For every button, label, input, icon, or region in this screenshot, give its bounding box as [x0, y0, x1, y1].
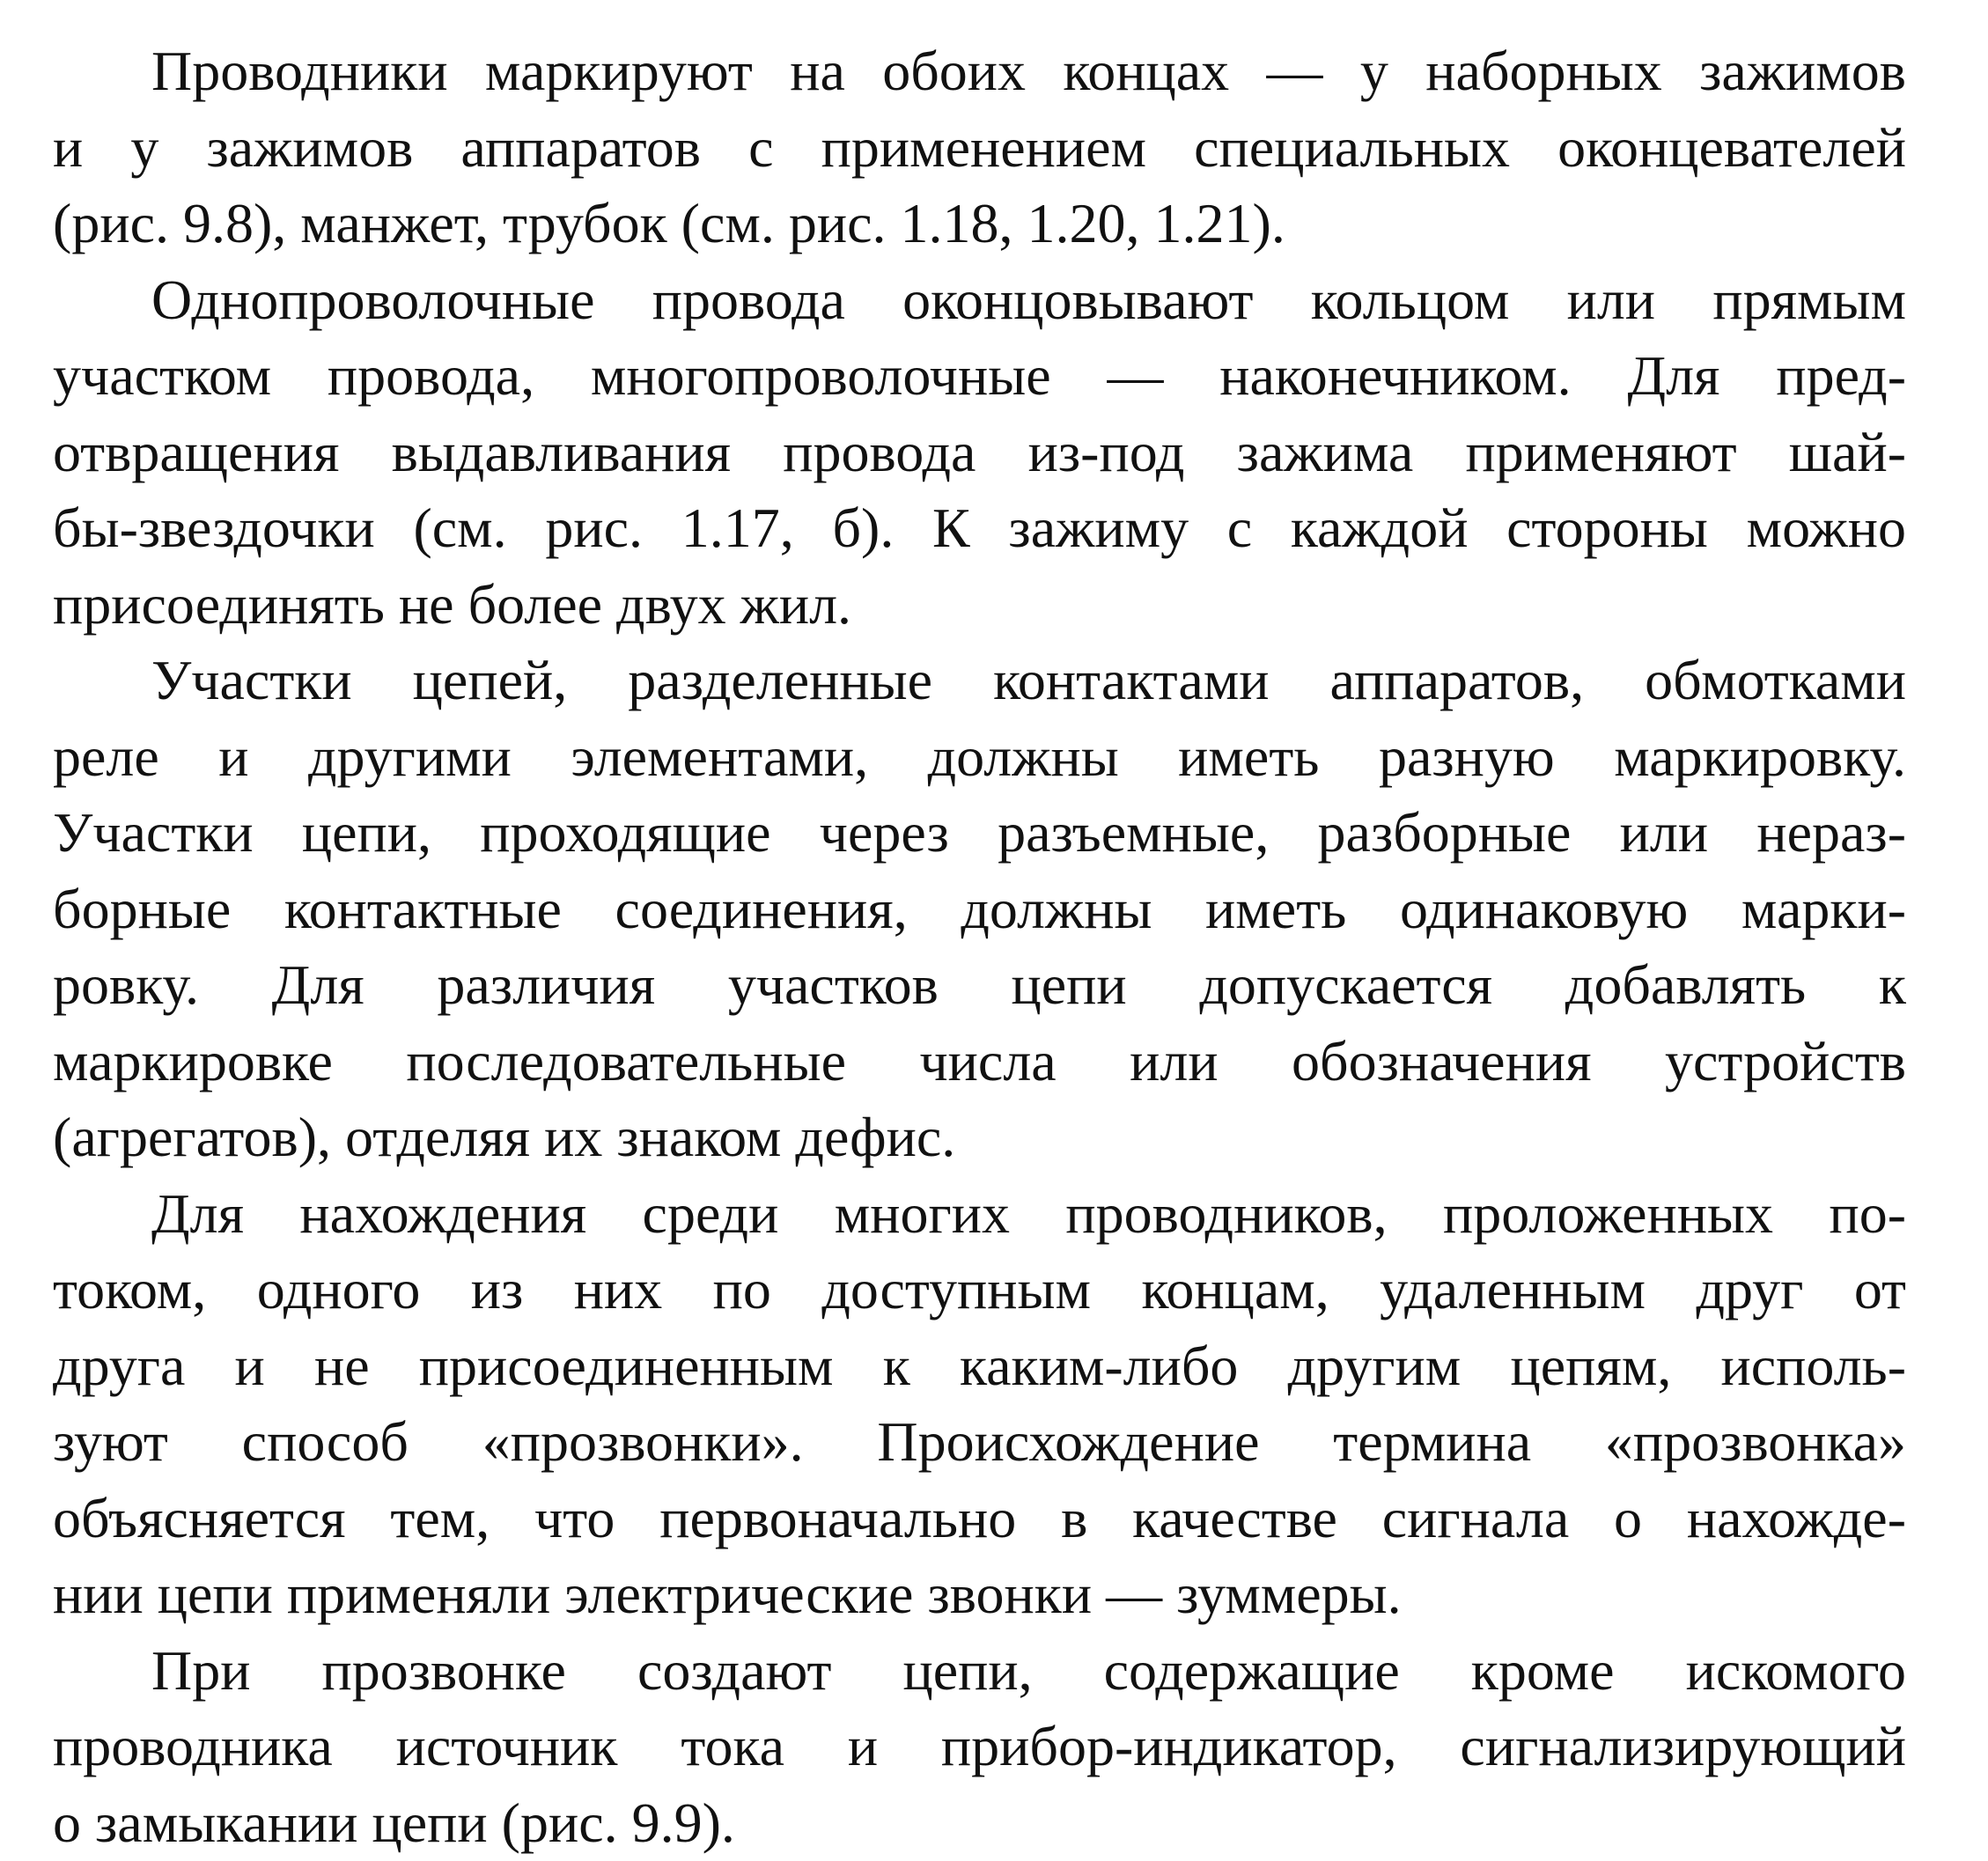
text-line: присоединять не более двух жил.: [53, 567, 1906, 644]
text-line: (агрегатов), отделяя их знаком дефис.: [53, 1100, 1906, 1176]
paragraph-5: [53, 1633, 1906, 1861]
text-line: током, одного из них по доступным концам, удаленным друг от: [53, 1252, 1906, 1328]
text-line: Участки цепи, проходящие через разъемные, разборные или нераз-: [53, 795, 1906, 872]
text-line: Проводники маркируют на обоих концах — у наборных зажимов: [53, 33, 1906, 110]
text-line: участком провода, многопроволочные — наконечником. Для пред-: [53, 338, 1906, 415]
document-page: [53, 33, 1906, 1861]
text-line: Участки цепей, разделенные контактами аппаратов, обмотками: [53, 643, 1906, 719]
text-line: ровку. Для различия участков цепи допускается добавлять к: [53, 947, 1906, 1024]
text-line: нии цепи применяли электрические звонки — зуммеры.: [53, 1556, 1906, 1633]
text-line: Однопроволочные провода оконцовывают кольцом или прямым: [53, 262, 1906, 339]
text-line: реле и другими элементами, должны иметь разную маркировку.: [53, 719, 1906, 796]
paragraph-2: [53, 262, 1906, 644]
text-line: борные контактные соединения, должны иметь одинаковую марки-: [53, 872, 1906, 948]
text-line: о замыкании цепи (рис. 9.9).: [53, 1785, 1906, 1861]
text-line: друга и не присоединенным к каким-либо другим цепям, исполь-: [53, 1328, 1906, 1405]
paragraph-3: [53, 643, 1906, 1176]
text-line: При прозвонке создают цепи, содержащие кроме искомого: [53, 1633, 1906, 1710]
text-line: Для нахождения среди многих проводников, проложенных по-: [53, 1176, 1906, 1253]
text-line: и у зажимов аппаратов с применением специальных оконцевателей: [53, 110, 1906, 187]
text-line: проводника источник тока и прибор-индикатор, сигнализирующий: [53, 1709, 1906, 1785]
text-line: отвращения выдавливания провода из-под зажима применяют шай-: [53, 415, 1906, 491]
paragraph-4: [53, 1176, 1906, 1633]
text-line: (рис. 9.8), манжет, трубок (см. рис. 1.18, 1.20, 1.21).: [53, 186, 1906, 262]
text-line: объясняется тем, что первоначально в качестве сигнала о нахожде-: [53, 1481, 1906, 1557]
text-line: маркировке последовательные числа или обозначения устройств: [53, 1024, 1906, 1100]
text-line: зуют способ «прозвонки». Происхождение термина «прозвонка»: [53, 1404, 1906, 1481]
text-line: бы-звездочки (см. рис. 1.17, б). К зажиму с каждой стороны можно: [53, 490, 1906, 567]
paragraph-1: [53, 33, 1906, 262]
